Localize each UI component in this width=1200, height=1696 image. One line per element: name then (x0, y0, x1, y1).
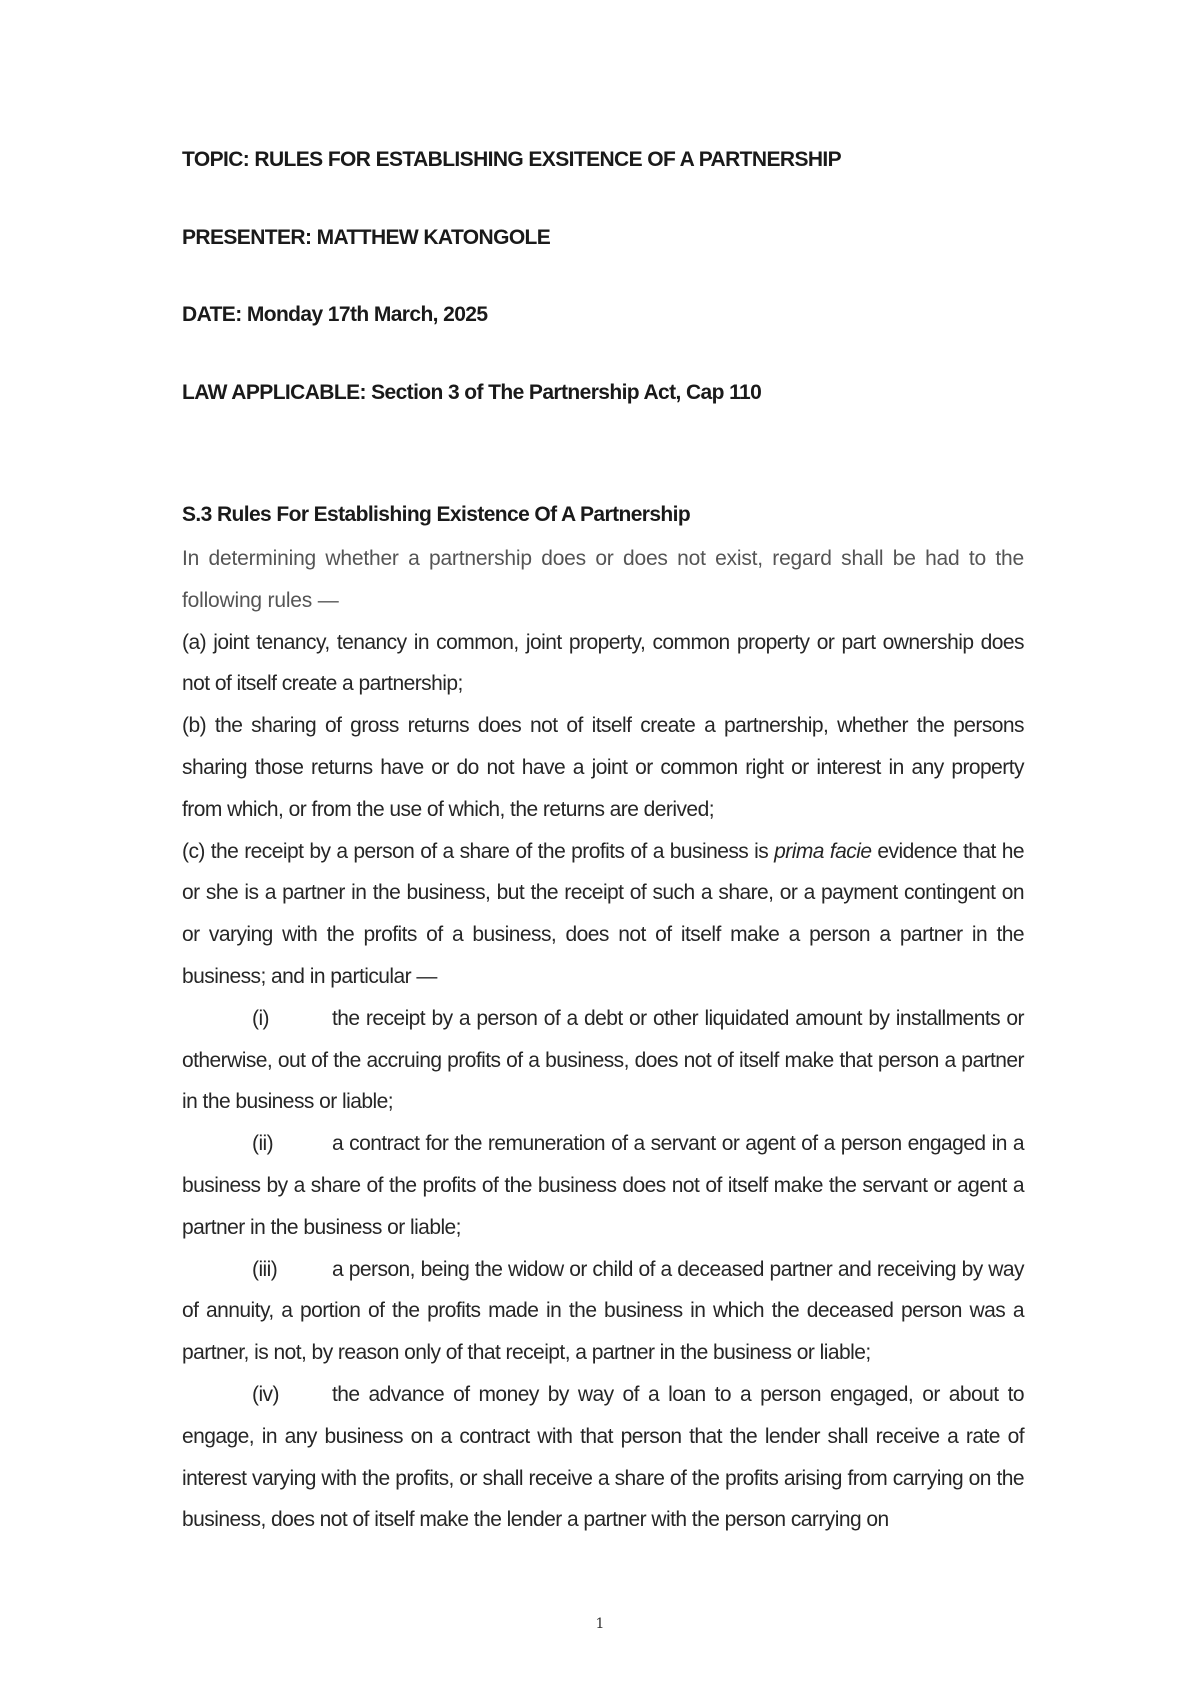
sub-item-number: (i) (252, 1006, 270, 1030)
rule-c-paragraph (182, 831, 1024, 998)
sub-item-iv (182, 1374, 1024, 1541)
rule-b-paragraph: (b) the sharing of gross returns does not of itself create a partnership, whether the persons sharing those returns have or do not have a joint or common right or interest in any property from which, or from the use of which, the returns are derived; (182, 714, 1024, 821)
law-applicable-line: LAW APPLICABLE: Section 3 of The Partnership Act, Cap 110 (182, 381, 762, 404)
sub-item-text: the advance of money by way of a loan to a person engaged, or about to engage, in any business on a contract with that person that the lender shall receive a rate of interest varying with the profits, or shall receive a share of the profits arising from carrying on the business, does not of itself make the lender a partner with the person carrying on (182, 1382, 1024, 1532)
topic-line: TOPIC: RULES FOR ESTABLISHING EXSITENCE OF A PARTNERSHIP (182, 148, 842, 171)
rule-c-text-start: (c) the receipt by a person of a share of the profits of a business is (182, 839, 775, 863)
intro-paragraph: In determining whether a partnership does or does not exist, regard shall be had to the following rules — (182, 547, 1024, 612)
sub-item-number: (ii) (252, 1132, 274, 1156)
section-body (182, 538, 1024, 1541)
sub-item-iii (182, 1249, 1024, 1374)
sub-item-text: the receipt by a person of a debt or other liquidated amount by installments or otherwise, out of the accruing profits of a business, does not of itself make that person a partner in the business or liable; (182, 1006, 1024, 1114)
sub-item-number: (iii) (252, 1257, 278, 1281)
section-title: S.3 Rules For Establishing Existence Of A Partnership (182, 503, 691, 526)
sub-item-text: a person, being the widow or child of a deceased partner and receiving by way of annuity, a portion of the profits made in the business in which the deceased person was a partner, is not, by reason only of that receipt, a partner in the business or liable; (182, 1257, 1024, 1365)
sub-item-number: (iv) (252, 1382, 279, 1406)
sub-item-text: a contract for the remuneration of a servant or agent of a person engaged in a business by a share of the profits of the business does not of itself make the servant or agent a partner in the business or liable; (182, 1132, 1024, 1239)
sub-item-i (182, 998, 1024, 1123)
rule-a-paragraph: (a) joint tenancy, tenancy in common, joint property, common property or part ownership does not of itself create a partnership; (182, 630, 1024, 696)
sub-item-ii (182, 1123, 1024, 1248)
page-number: 1 (595, 1616, 605, 1632)
presenter-line: PRESENTER: MATTHEW KATONGOLE (182, 226, 551, 249)
date-line: DATE: Monday 17th March, 2025 (182, 303, 488, 326)
rule-c-text-end: evidence that he or she is a partner in the business, but the receipt of such a share, or a payment contingent on or varying with the profits of a business, does not of itself make a person a partner in the business; and in particular — (182, 839, 1024, 988)
rule-c-italic-term: prima facie (774, 839, 872, 863)
